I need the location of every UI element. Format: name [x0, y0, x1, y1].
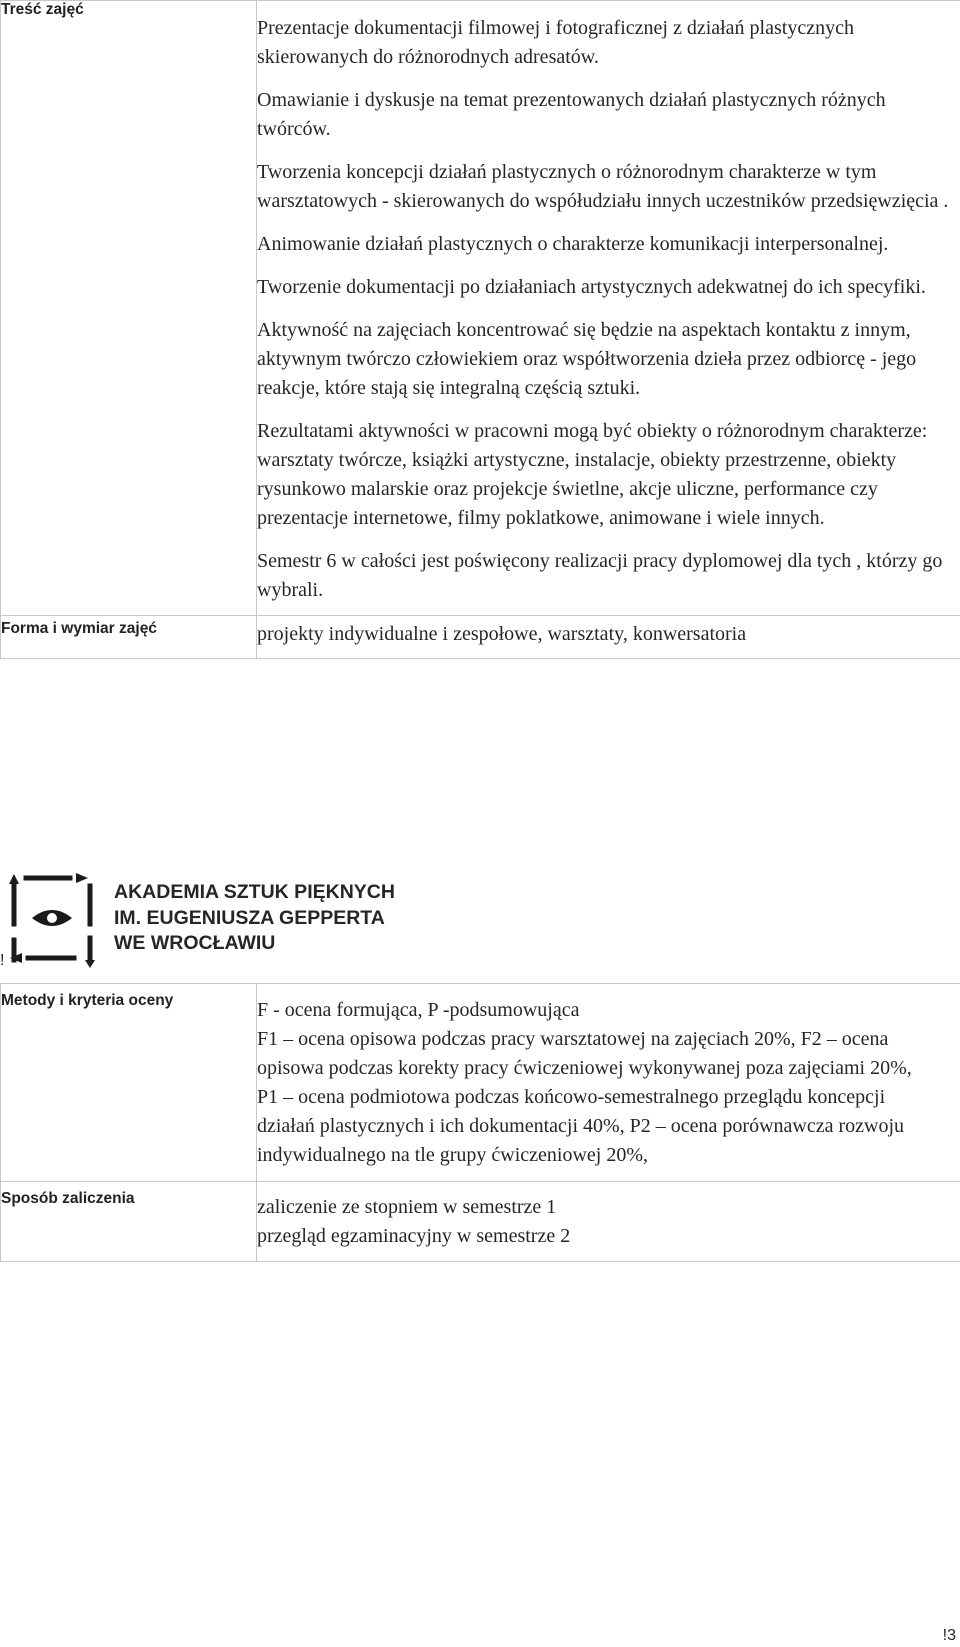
- table-row: [1, 1182, 960, 1262]
- metody-line: P1 – ocena podmiotowa podczas końcowo-semestralnego przeglądu koncepcji działań plastycznych i ich dokumentacji 40%, P2 – ocena porównawcza rozwoju indywidualnego na tle grupy ćwiczeniowej 20%,: [257, 1086, 905, 1166]
- sposob-line: przegląd egzaminacyjny w semestrze 2: [257, 1225, 571, 1247]
- academy-logo: [8, 872, 408, 968]
- sposob-content-cell: [257, 1182, 960, 1262]
- table-row: [1, 1, 960, 616]
- tresc-paragraph: Animowanie działań plastycznych o charakterze komunikacji interpersonalnej.: [257, 233, 889, 255]
- metody-label: Metody i kryteria oceny: [1, 992, 174, 1009]
- stray-mark: !: [0, 952, 5, 969]
- row-label-cell: [1, 616, 257, 659]
- tresc-paragraph: Prezentacje dokumentacji filmowej i fotograficznej z działań plastycznych skierowanych do różnorodnych adresatów.: [257, 17, 854, 68]
- tresc-paragraph: Omawianie i dyskusje na temat prezentowanych działań plastycznych różnych twórców.: [257, 89, 886, 140]
- metody-line: F - ocena formująca, P -podsumowująca: [257, 999, 580, 1021]
- tresc-paragraph: Aktywność na zajęciach koncentrować się będzie na aspektach kontaktu z innym, aktywnym twórczo człowiekiem oraz współtworzenia dzieła przez odbiorcę - jego reakcje, które stają się integralną częścią sztuki.: [257, 319, 917, 399]
- row-label-cell: [1, 984, 257, 1182]
- logo-line1: AKADEMIA SZTUK PIĘKNYCH: [114, 881, 395, 903]
- course-content-table: [0, 0, 960, 659]
- asp-logo-icon: [8, 872, 408, 968]
- tresc-paragraph: Semestr 6 w całości jest poświęcony realizacji pracy dyplomowej dla tych , którzy go wybrali.: [257, 550, 943, 601]
- forma-content-cell: [257, 616, 960, 659]
- forma-value: projekty indywidualne i zespołowe, warsztaty, konwersatoria: [257, 623, 747, 645]
- sposob-label: Sposób zaliczenia: [1, 1190, 135, 1207]
- tresc-label: Treść zajęć: [1, 1, 84, 18]
- page-number: !3: [942, 1627, 956, 1644]
- row-label-cell: [1, 1182, 257, 1262]
- logo-line3: WE WROCŁAWIU: [114, 932, 276, 954]
- table-row: [1, 984, 960, 1182]
- tresc-paragraph: Rezultatami aktywności w pracowni mogą być obiekty o różnorodnym charakterze: warsztaty twórcze, książki artystyczne, instalacje, obiekty przestrzenne, obiekty rysunkowo malarskie oraz projekcje świetlne, akcje uliczne, performance czy prezentacje internetowe, filmy poklatkowe, animowane i wiele innych.: [257, 420, 928, 529]
- tresc-paragraph: Tworzenia koncepcji działań plastycznych o różnorodnym charakterze w tym warsztatowych - skierowanych do współudziału innych uczestników przedsięwzięcia .: [257, 161, 949, 212]
- logo-line2: IM. EUGENIUSZA GEPPERTA: [114, 907, 385, 929]
- tresc-content-cell: [257, 1, 960, 616]
- metody-content-cell: [257, 984, 960, 1182]
- tresc-paragraph: Tworzenie dokumentacji po działaniach artystycznych adekwatnej do ich specyfiki.: [257, 276, 926, 298]
- row-label-cell: [1, 1, 257, 616]
- sposob-line: zaliczenie ze stopniem w semestrze 1: [257, 1196, 557, 1218]
- assessment-table: [0, 983, 960, 1262]
- forma-label: Forma i wymiar zajęć: [1, 620, 157, 637]
- metody-line: F1 – ocena opisowa podczas pracy warsztatowej na zajęciach 20%, F2 – ocena opisowa podczas korekty pracy ćwiczeniowej wykonywanej poza zajęciami 20%,: [257, 1028, 912, 1079]
- table-row: [1, 616, 960, 659]
